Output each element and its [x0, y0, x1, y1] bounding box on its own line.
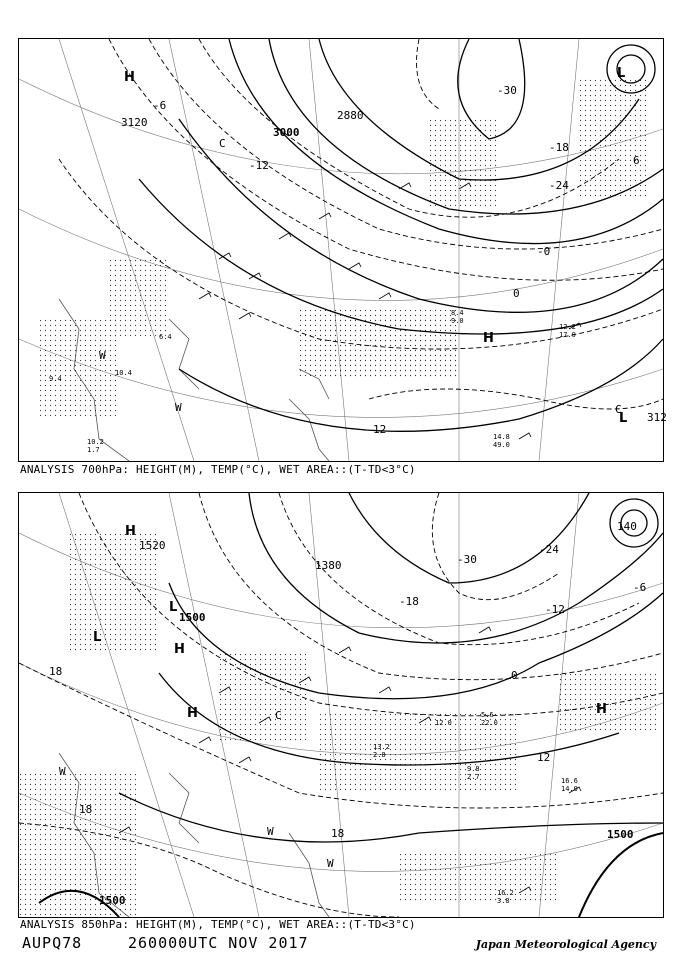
weather-map-850hpa: [19, 493, 663, 917]
agency-name: Japan Meteorological Agency: [475, 938, 656, 951]
temp-label-minus24: -24: [539, 543, 559, 556]
low-center-2: L: [619, 411, 628, 426]
station-obs: 6.4: [159, 333, 172, 341]
warm-center-3: W: [327, 857, 334, 870]
wet-area-dots-c: [429, 119, 499, 209]
temp-label-18-sw: 18: [79, 803, 93, 816]
height-label-140: 140: [617, 520, 637, 533]
height-label-1500-east: 1500: [607, 828, 634, 841]
wet-area-dots-e: [39, 319, 119, 419]
wet-area-dots-d: [579, 79, 649, 199]
wet-area-dots-e: [219, 653, 309, 743]
station-obs: 9.8: [467, 765, 480, 773]
station-obs: 22.0: [481, 719, 498, 727]
warm-center-2: W: [267, 825, 274, 838]
station-obs: 16.2: [497, 889, 514, 897]
temp-label-12: 12: [373, 423, 387, 436]
temp-label-minus12: -12: [249, 159, 269, 172]
station-obs: 13.2: [373, 743, 390, 751]
height-label-3120: 3120: [121, 116, 148, 129]
station-obs: 8.4: [451, 309, 464, 317]
temp-label-minus18: -18: [549, 141, 569, 154]
station-obs: 9.0: [451, 317, 464, 325]
low-center-1: L: [617, 66, 626, 81]
temp-label-minus0: -0: [537, 245, 551, 258]
station-obs: 10.2: [87, 438, 104, 446]
temp-label-0: 0: [511, 669, 518, 682]
temp-label-6: 6: [633, 154, 640, 167]
height-label-3000: 3000: [273, 126, 300, 139]
station-obs: 9.4: [49, 375, 62, 383]
warm-center-1: W: [59, 765, 66, 778]
map-panel-700hpa: [18, 38, 667, 462]
temp-label-minus6: -6: [153, 99, 167, 112]
station-obs: 3.8: [497, 897, 510, 905]
high-center-1: H: [125, 524, 136, 539]
station-obs: 2.7: [467, 773, 480, 781]
cold-center-2: C: [615, 403, 622, 416]
temp-label-minus12: -12: [545, 603, 565, 616]
temp-label-18-mid: 18: [331, 827, 345, 840]
station-obs: 14.0: [561, 785, 578, 793]
temp-label-minus24: -24: [549, 179, 569, 192]
high-center-1: H: [124, 70, 135, 85]
cold-center-1: C: [219, 137, 226, 150]
station-obs: 5.6: [481, 711, 494, 719]
chart-code: AUPQ78: [22, 934, 83, 952]
temp-label-minus30: -30: [457, 553, 477, 566]
height-label-1380: 1380: [315, 559, 342, 572]
caption-700hpa: ANALYSIS 700hPa: HEIGHT(M), TEMP(°C), WET AREA::(T-TD<3°C): [20, 463, 416, 476]
caption-850hpa: ANALYSIS 850hPa: HEIGHT(M), TEMP(°C), WET AREA::(T-TD<3°C): [20, 918, 416, 931]
low-center-2: L: [93, 630, 102, 645]
wet-area-dots-f: [559, 673, 659, 733]
high-center-2: H: [483, 331, 494, 346]
temp-label-18-west: 18: [49, 665, 63, 678]
station-obs: 16.6: [561, 777, 578, 785]
high-center-2: H: [174, 642, 185, 657]
station-obs: 12.2: [559, 323, 576, 331]
height-label-1500: 1500: [179, 611, 206, 624]
cold-center-1: C: [275, 709, 282, 722]
weather-map-700hpa: [19, 39, 667, 461]
temp-label-minus6: -6: [633, 581, 647, 594]
height-label-1520: 1520: [139, 539, 166, 552]
station-obs: 17.0: [559, 331, 576, 339]
station-obs: 14.8: [493, 433, 510, 441]
map-panel-850hpa: [18, 492, 664, 918]
warm-center-1: W: [99, 349, 106, 362]
station-obs: 2.8: [373, 751, 386, 759]
height-label-312: 312: [647, 411, 667, 424]
temp-label-minus18: -18: [399, 595, 419, 608]
height-label-1500-sw: 1500: [99, 894, 126, 907]
low-center-1: L: [169, 600, 178, 615]
high-center-3: H: [187, 706, 198, 721]
temp-label-12: 12: [537, 751, 551, 764]
valid-time: 260000UTC NOV 2017: [128, 934, 309, 952]
temp-label-minus30: -30: [497, 84, 517, 97]
temp-label-0: 0: [513, 287, 520, 300]
height-label-2880: 2880: [337, 109, 364, 122]
station-obs: 1.7: [87, 446, 100, 454]
station-obs: 12.0: [435, 719, 452, 727]
station-obs: 10.4: [115, 369, 132, 377]
wet-area-dots-d: [399, 853, 559, 903]
high-center-4: H: [596, 702, 607, 717]
warm-center-2: W: [175, 401, 182, 414]
station-obs: 49.0: [493, 441, 510, 449]
